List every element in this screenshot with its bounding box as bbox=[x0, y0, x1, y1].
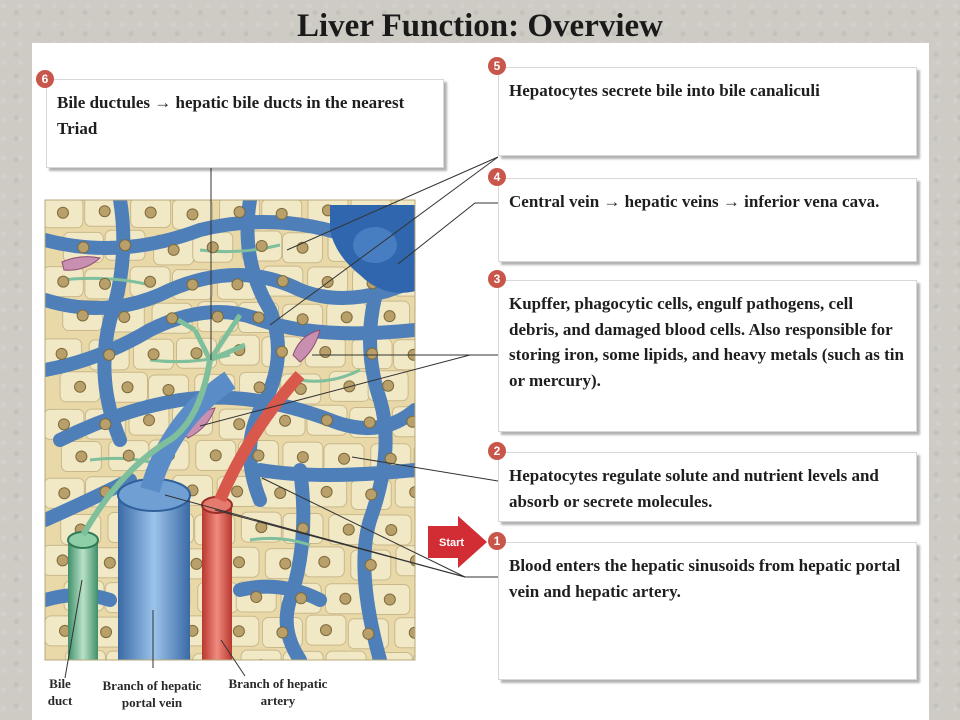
hepatocyte-nucleus bbox=[277, 627, 288, 638]
hepatocyte-nucleus bbox=[429, 241, 440, 252]
hepatocyte-nucleus bbox=[320, 346, 331, 357]
hepatocyte-nucleus bbox=[387, 662, 398, 673]
hepatocyte-nucleus bbox=[210, 450, 221, 461]
hepatocyte-nucleus bbox=[144, 415, 155, 426]
step-3-badge: 3 bbox=[488, 270, 506, 288]
hepatocyte-nucleus bbox=[320, 625, 331, 636]
hepatocyte-nucleus bbox=[234, 557, 245, 568]
hepatocyte-nucleus bbox=[383, 380, 394, 391]
hepatocyte-nucleus bbox=[234, 207, 245, 218]
step-6-text: Bile ductules → hepatic bile ducts in the nearest Triad bbox=[57, 93, 405, 138]
step-2-badge: 2 bbox=[488, 442, 506, 460]
hepatocyte-nucleus bbox=[77, 310, 88, 321]
hepatocyte-nucleus bbox=[343, 524, 354, 535]
hepatocyte-nucleus bbox=[58, 419, 69, 430]
hepatocyte-nucleus bbox=[339, 453, 350, 464]
bile-duct-trunk bbox=[68, 540, 98, 665]
hepatocyte-nucleus bbox=[76, 451, 87, 462]
hepatocyte-nucleus bbox=[99, 206, 110, 217]
hepatocyte bbox=[416, 582, 456, 612]
hepatocyte-nucleus bbox=[207, 242, 218, 253]
hepatocyte-nucleus bbox=[280, 415, 291, 426]
hepatocyte-nucleus bbox=[168, 244, 179, 255]
hepatocyte-nucleus bbox=[276, 346, 287, 357]
label-portal-vein: Branch of hepatic portal vein bbox=[102, 678, 202, 710]
hepatocyte-nucleus bbox=[232, 486, 243, 497]
step-1-text: Blood enters the hepatic sinusoids from hepatic portal vein and hepatic artery. bbox=[509, 556, 901, 601]
step-5-badge: 5 bbox=[488, 57, 506, 75]
hepatocyte-nucleus bbox=[101, 627, 112, 638]
hepatocyte-nucleus bbox=[431, 383, 442, 394]
label-hepatic-artery: Branch of hepatic artery bbox=[228, 676, 328, 708]
hepatocyte-nucleus bbox=[145, 276, 156, 287]
hepatocyte-nucleus bbox=[276, 208, 287, 219]
hepatocyte-nucleus bbox=[207, 663, 218, 674]
step-5-text: Hepatocytes secrete bile into bile canaliculi bbox=[509, 81, 820, 100]
hepatocyte-nucleus bbox=[148, 349, 159, 360]
tissue-block bbox=[42, 195, 457, 683]
hepatocyte-nucleus bbox=[297, 452, 308, 463]
hepatocyte-nucleus bbox=[280, 558, 291, 569]
hepatocyte-nucleus bbox=[167, 313, 178, 324]
hepatocyte-nucleus bbox=[321, 486, 332, 497]
hepatocyte-nucleus bbox=[319, 556, 330, 567]
hepatocyte-nucleus bbox=[256, 660, 267, 671]
label-bile-duct: Bile duct bbox=[47, 676, 73, 708]
hepatocyte bbox=[416, 301, 456, 331]
hepatocyte-nucleus bbox=[100, 419, 111, 430]
hepatocyte-nucleus bbox=[384, 311, 395, 322]
hepatocyte-nucleus bbox=[429, 454, 440, 465]
hepatocyte-nucleus bbox=[232, 279, 243, 290]
hepatocyte-nucleus bbox=[431, 310, 442, 321]
step-4-callout bbox=[498, 178, 917, 262]
hepatocyte-nucleus bbox=[321, 415, 332, 426]
hepatocyte-nucleus bbox=[121, 661, 132, 672]
hepatocyte-nucleus bbox=[277, 276, 288, 287]
step-2-text: Hepatocytes regulate solute and nutrient levels and absorb or secrete molecules. bbox=[509, 466, 879, 511]
hepatocyte-nucleus bbox=[99, 278, 110, 289]
step-6-callout bbox=[46, 79, 444, 168]
hepatocyte-nucleus bbox=[297, 314, 308, 325]
hepatocyte-nucleus bbox=[59, 488, 70, 499]
hepatocyte-nucleus bbox=[119, 312, 130, 323]
step-4-badge: 4 bbox=[488, 168, 506, 186]
hepatocyte-nucleus bbox=[187, 209, 198, 220]
hepatocyte-nucleus bbox=[145, 207, 156, 218]
hepatocyte-nucleus bbox=[256, 240, 267, 251]
hepatocyte-nucleus bbox=[367, 348, 378, 359]
step-4-text: Central vein → hepatic veins → inferior vena cava. bbox=[509, 192, 880, 211]
hepatocyte-nucleus bbox=[104, 349, 115, 360]
hepatocyte-nucleus bbox=[234, 419, 245, 430]
hepatocyte-nucleus bbox=[363, 628, 374, 639]
hepatocyte-nucleus bbox=[120, 240, 131, 251]
hepatocyte-nucleus bbox=[341, 661, 352, 672]
hepatocyte-nucleus bbox=[104, 557, 115, 568]
hepatocyte-nucleus bbox=[58, 276, 69, 287]
hepatocyte-nucleus bbox=[163, 384, 174, 395]
central-vein-highlight bbox=[353, 227, 397, 263]
step-6-badge: 6 bbox=[36, 70, 54, 88]
hepatocyte-nucleus bbox=[165, 660, 176, 671]
hepatocyte-nucleus bbox=[366, 489, 377, 500]
hepatocyte-nucleus bbox=[78, 242, 89, 253]
start-label: Start bbox=[439, 537, 465, 549]
hepatocyte-nucleus bbox=[191, 348, 202, 359]
step-1-badge: 1 bbox=[488, 532, 506, 550]
hepatocyte-nucleus bbox=[341, 312, 352, 323]
hepatocyte-nucleus bbox=[251, 591, 262, 602]
hepatocyte-nucleus bbox=[122, 382, 133, 393]
hepatocyte-nucleus bbox=[386, 524, 397, 535]
hepatocyte-nucleus bbox=[56, 348, 67, 359]
hepatocyte-nucleus bbox=[428, 663, 439, 674]
step-1-callout bbox=[498, 542, 917, 680]
hepatocyte-nucleus bbox=[75, 381, 86, 392]
hepatocyte-nucleus bbox=[253, 450, 264, 461]
page-title: Liver Function: Overview bbox=[297, 8, 663, 44]
hepatic-artery-trunk bbox=[202, 505, 232, 665]
step-2-callout bbox=[498, 452, 917, 522]
hepatocyte-nucleus bbox=[80, 660, 91, 671]
portal-vein-trunk bbox=[118, 495, 190, 665]
hepatocyte-nucleus bbox=[384, 594, 395, 605]
hepatocyte-nucleus bbox=[254, 382, 265, 393]
hepatocyte-nucleus bbox=[212, 311, 223, 322]
hepatocyte bbox=[413, 653, 453, 683]
hepatocyte-nucleus bbox=[364, 417, 375, 428]
hepatocyte-nucleus bbox=[57, 207, 68, 218]
hepatocyte-nucleus bbox=[340, 593, 351, 604]
step-3-callout bbox=[498, 280, 917, 432]
step-3-text: Kupffer, phagocytic cells, engulf pathogens, cell debris, and damaged blood cells. Also responsible for storing iron, some lipids, and heavy metals (such as tin or mercury). bbox=[509, 294, 904, 390]
hepatocyte bbox=[416, 373, 456, 403]
hepatocyte-nucleus bbox=[233, 626, 244, 637]
hepatocyte-nucleus bbox=[365, 559, 376, 570]
hepatocyte-nucleus bbox=[253, 312, 264, 323]
hepatocyte-nucleus bbox=[187, 279, 198, 290]
hepatocyte-nucleus bbox=[123, 450, 134, 461]
hepatocyte-nucleus bbox=[298, 661, 309, 672]
hepatocyte-nucleus bbox=[296, 593, 307, 604]
step-5-callout bbox=[498, 67, 917, 156]
hepatocyte-nucleus bbox=[430, 591, 441, 602]
hepatocyte-nucleus bbox=[191, 558, 202, 569]
hepatocyte-nucleus bbox=[297, 242, 308, 253]
hepatocyte-nucleus bbox=[407, 416, 418, 427]
hepatocyte-nucleus bbox=[57, 555, 68, 566]
